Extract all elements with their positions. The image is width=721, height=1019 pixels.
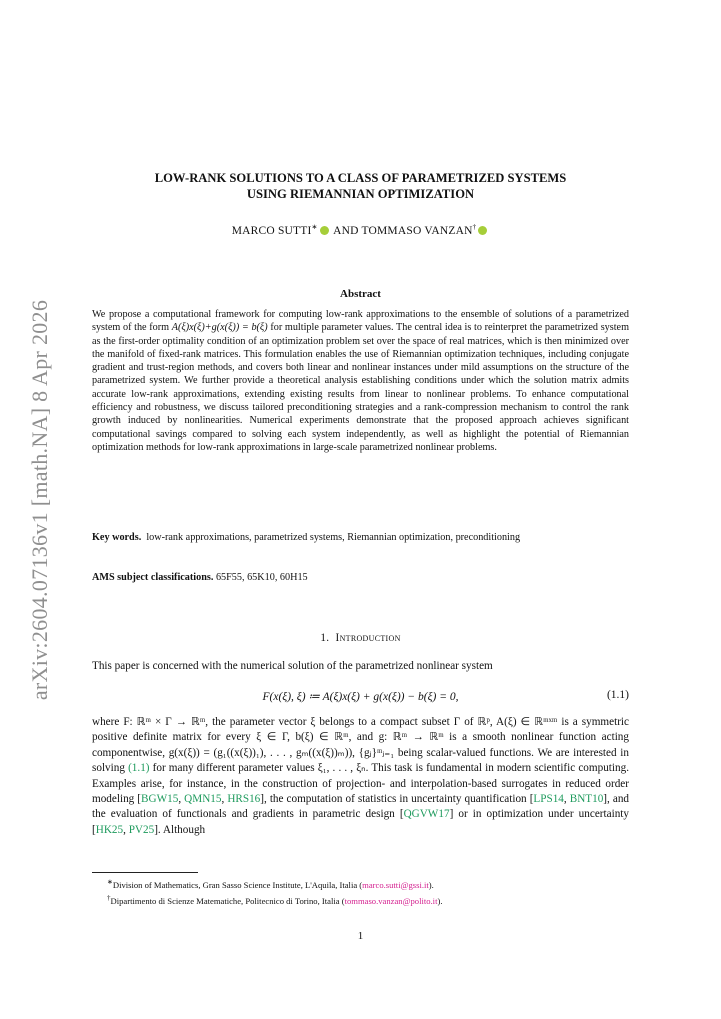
page-number: 1 bbox=[357, 930, 364, 942]
paper-title bbox=[92, 170, 629, 202]
ams-text: 65F55, 65K10, 60H15 bbox=[215, 572, 308, 583]
abstract-heading: Abstract bbox=[340, 288, 381, 300]
keywords-text: low-rank approximations, parametrized systems, Riemannian optimization, preconditioning bbox=[146, 532, 521, 543]
orcid-icon[interactable] bbox=[478, 226, 487, 235]
citation-link[interactable]: BGW15 bbox=[141, 793, 179, 806]
equation-reference-link[interactable]: (1.1) bbox=[128, 762, 150, 775]
footnote-1-mark: ∗ bbox=[107, 878, 113, 886]
footnotes bbox=[107, 876, 629, 908]
author-1-name: MARCO SUTTI bbox=[231, 224, 312, 237]
footnote-2-text: Dipartimento di Scienze Matematiche, Politecnico di Torino, Italia ( bbox=[110, 895, 345, 906]
title-line-2: USING RIEMANNIAN OPTIMIZATION bbox=[246, 187, 475, 201]
abstract-formula: A(ξ)x(ξ)+g(x(ξ)) = b(ξ) bbox=[171, 322, 268, 334]
title-line-1: LOW-RANK SOLUTIONS TO A CLASS OF PARAMETRIZED SYSTEMS bbox=[154, 171, 567, 185]
abstract-text-1: We propose a computational framework for computing low-rank approximations to the ensemble of solutions of a parametrized system of the form bbox=[92, 309, 629, 334]
email-link-1[interactable]: marco.sutti@gssi.it bbox=[362, 879, 429, 890]
footnote-2 bbox=[107, 892, 629, 908]
intro-paragraph-1: This paper is concerned with the numerical solution of the parametrized nonlinear system bbox=[92, 660, 493, 672]
citation-link[interactable]: BNT10 bbox=[569, 793, 604, 806]
footnote-1-end: ). bbox=[428, 879, 434, 890]
citation-link[interactable]: LPS14 bbox=[533, 793, 564, 806]
author-1-footnote-mark[interactable]: ∗ bbox=[311, 223, 318, 231]
ams-label: AMS subject classifications. bbox=[92, 572, 214, 583]
footnote-divider bbox=[92, 872, 198, 873]
email-link-2[interactable]: tommaso.vanzan@polito.it bbox=[344, 895, 438, 906]
intro-text-b: for many different parameter values ξ₁, . . . , ξₙ. This task is fundamental in modern scientific computing. Examples arise, for instance, in the construction of projection- and interpolation-based surrogates in reduced order modeling [ bbox=[92, 762, 629, 806]
footnote-2-mark: † bbox=[107, 893, 111, 902]
citation-link[interactable]: HK25 bbox=[95, 823, 124, 836]
section-number: 1. bbox=[320, 632, 330, 644]
author-2-footnote-mark[interactable]: † bbox=[472, 223, 477, 231]
author-line bbox=[92, 223, 629, 237]
intro-text-f: ]. Although bbox=[154, 823, 206, 836]
intro-text-a: where F: ℝᵐ × Γ → ℝᵐ, the parameter vector ξ belongs to a compact subset Γ of ℝᵖ, A(ξ) ∈ ℝᵐˣᵐ is a symmetric positive definite matrix for every ξ ∈ Γ, b(ξ) ∈ ℝᵐ, and g: ℝᵐ → ℝᵐ is a smooth nonlinear function acting componentwise, g(x(ξ)) = (g₁((x(ξ))₁), . . . , gₘ((x(ξ))ₘ)), {gⱼ}ᵐⱼ₌₁ being scalar-valued functions. We are interested in solving bbox=[92, 716, 629, 775]
citation-link[interactable]: QMN15 bbox=[184, 793, 222, 806]
equation-body: F(x(ξ), ξ) ≔ A(ξ)x(ξ) + g(x(ξ)) − b(ξ) = 0, bbox=[262, 691, 459, 703]
intro-text-e: ] or in optimization under uncertainty [ bbox=[92, 808, 630, 836]
intro-text-d: ], and the evaluation of functionals and gradients in parametric design [ bbox=[92, 793, 630, 821]
intro-paragraph-2: where F: ℝᵐ × Γ → ℝᵐ, the parameter vector ξ belongs to a compact subset Γ of ℝᵖ, A(ξ) ∈ ℝᵐˣᵐ is a symmetric positive definite matrix for every ξ ∈ Γ, b(ξ) ∈ ℝᵐ, and g: ℝᵐ → ℝᵐ is a smooth nonlinear function acting componentwise, g(x(ξ)) = (g₁((x(ξ))₁), . . . , gₘ((x(ξ))ₘ)), {gⱼ}ᵐⱼ₌₁ being scalar-valued functions. We are interested in solving (1.1) for many different parameter values ξ₁, . . . , ξₙ. This task is fundamental in modern scientific computing. Examples arise, for instance, in the construction of projection- and interpolation-based surrogates in reduced order modeling [BGW15, QMN15, HRS16], the computation of statistics in uncertainty quantification [LPS14, BNT10], and the evaluation of functionals and gradients in parametric design [QGVW17] or in optimization under uncertainty [HK25, PV25]. Although bbox=[92, 716, 630, 836]
footnote-1 bbox=[107, 876, 629, 892]
keywords bbox=[92, 531, 629, 544]
footnote-1-text: Division of Mathematics, Gran Sasso Science Institute, L'Aquila, Italia ( bbox=[112, 879, 363, 890]
abstract-text-2: for multiple parameter values. The central idea is to reinterpret the parametrized system as the first-order optimality condition of an optimization problem set over the space of real matrices, which is then minimized over the manifold of fixed-rank matrices. This formulation enables the use of Riemannian optimization techniques, including conjugate gradient and trust-region methods, and covers both linear and nonlinear instances under mild assumptions on the structure of the parametrized system. We further provide a theoretical analysis establishing conditions under which the solution matrix admits accurate low-rank approximations, extending existing results from linear to nonlinear problems. To enhance computational efficiency and robustness, we discuss tailored preconditioning strategies and a rank-compression mechanism to control the rank growth induced by nonlinearities. Numerical experiments demonstrate that the proposed approach achieves significant computational savings compared to solving each system independently, as well as highlight the potential of Riemannian optimization methods for low-rank approximations in large-scale parametrized nonlinear problems. bbox=[92, 322, 629, 453]
author-2-name: TOMMASO VANZAN bbox=[361, 224, 473, 237]
author-connector: AND bbox=[333, 224, 359, 237]
section-title: Introduction bbox=[335, 632, 401, 644]
citation-link[interactable]: PV25 bbox=[128, 823, 155, 836]
arxiv-stamp[interactable]: arXiv:2604.07136v1 [math.NA] 8 Apr 2026 bbox=[27, 299, 52, 701]
ams-classifications bbox=[92, 571, 629, 584]
section-heading bbox=[92, 632, 629, 644]
keywords-label: Key words. bbox=[92, 532, 142, 543]
orcid-icon[interactable] bbox=[320, 226, 329, 235]
abstract-body bbox=[92, 308, 629, 454]
citation-link[interactable]: QGVW17 bbox=[403, 808, 450, 821]
citation-link[interactable]: HRS16 bbox=[227, 793, 261, 806]
footnote-2-end: ). bbox=[437, 895, 443, 906]
intro-text-c: ], the computation of statistics in uncertainty quantification [ bbox=[260, 793, 534, 806]
equation-number: (1.1) bbox=[606, 689, 629, 701]
